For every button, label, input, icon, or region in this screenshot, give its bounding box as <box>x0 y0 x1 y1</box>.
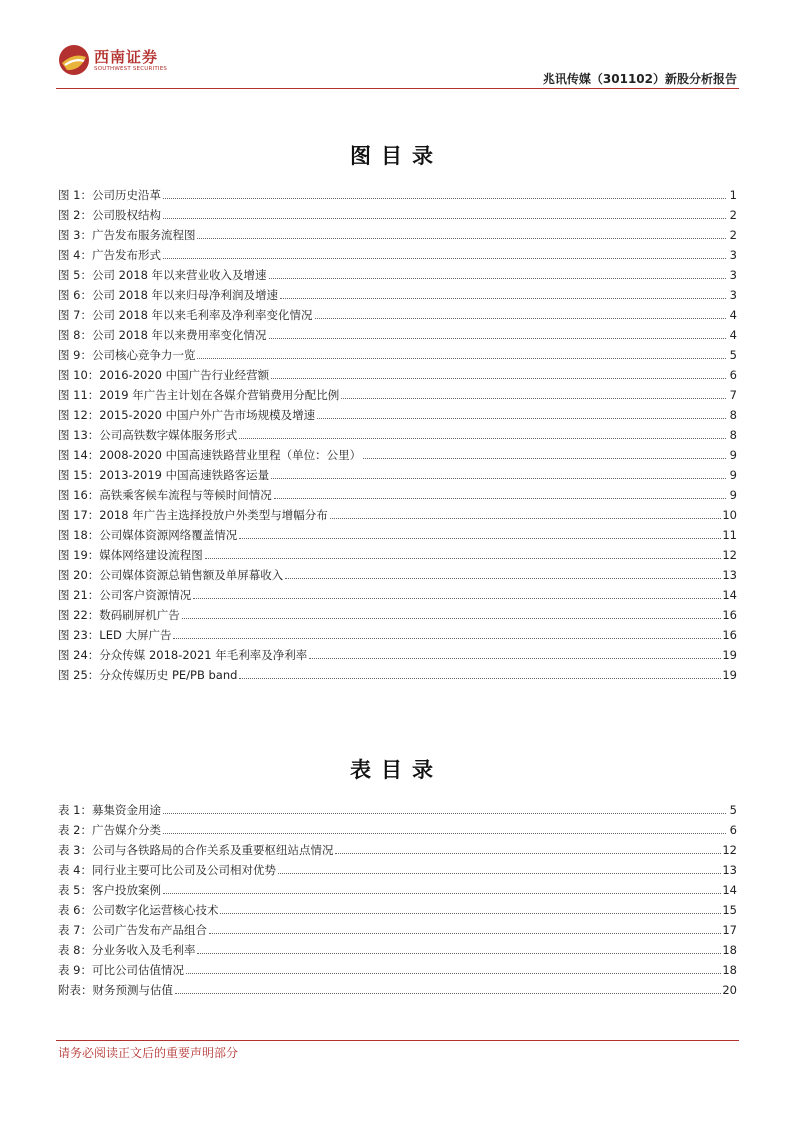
toc-entry-label: 表 7：公司广告发布产品组合 <box>58 923 207 937</box>
toc-dot-leader <box>209 932 721 934</box>
tables-index-title: 表目录 <box>350 757 443 782</box>
toc-entry-label: 附表：财务预测与估值 <box>58 983 173 997</box>
toc-entry-page: 18 <box>722 943 737 957</box>
toc-entry-label: 表 2：广告媒介分类 <box>58 823 161 837</box>
toc-entry[interactable] <box>58 602 737 622</box>
toc-entry-label: 表 4：同行业主要可比公司及公司相对优势 <box>58 863 276 877</box>
toc-dot-leader <box>173 637 721 639</box>
toc-entry-label: 图 2：公司股权结构 <box>58 208 161 222</box>
toc-entry[interactable] <box>58 462 737 482</box>
toc-entry-label: 表 6：公司数字化运营核心技术 <box>58 903 219 917</box>
toc-entry-label: 图 3：广告发布服务流程图 <box>58 228 196 242</box>
logo-text-cn: 西南证券 <box>94 48 159 66</box>
toc-entry[interactable] <box>58 957 737 977</box>
toc-entry-label: 表 3：公司与各铁路局的合作关系及重要枢纽站点情况 <box>58 843 334 857</box>
toc-entry-page: 9 <box>729 468 737 482</box>
toc-entry-page: 2 <box>729 208 737 222</box>
toc-entry-page: 11 <box>722 528 737 542</box>
toc-entry[interactable] <box>58 562 737 582</box>
toc-dot-leader <box>186 972 721 974</box>
toc-entry[interactable] <box>58 817 737 837</box>
toc-entry[interactable] <box>58 402 737 422</box>
toc-entry[interactable] <box>58 382 737 402</box>
toc-entry[interactable] <box>58 937 737 957</box>
toc-entry-page: 20 <box>722 983 737 997</box>
toc-entry-label: 图 18：公司媒体资源网络覆盖情况 <box>58 528 238 542</box>
toc-entry-label: 图 20：公司媒体资源总销售额及单屏幕收入 <box>58 568 284 582</box>
toc-entry[interactable] <box>58 522 737 542</box>
toc-entry-page: 3 <box>729 268 737 282</box>
toc-entry-label: 图 7：公司 2018 年以来毛利率及净利率变化情况 <box>58 308 313 322</box>
toc-entry-label: 图 15：2013-2019 中国高速铁路客运量 <box>58 468 270 482</box>
toc-entry-label: 图 23：LED 大屏广告 <box>58 628 172 642</box>
toc-dot-leader <box>341 397 726 399</box>
toc-entry-page: 4 <box>729 328 737 342</box>
toc-dot-leader <box>274 497 726 499</box>
toc-dot-leader <box>205 557 722 559</box>
toc-dot-leader <box>197 357 726 359</box>
toc-entry-label: 图 22：数码刷屏机广告 <box>58 608 180 622</box>
toc-entry-page: 5 <box>729 348 737 362</box>
toc-entry-label: 表 8：分业务收入及毛利率 <box>58 943 196 957</box>
toc-dot-leader <box>175 992 721 994</box>
toc-entry-page: 16 <box>722 608 737 622</box>
toc-entry-label: 图 16：高铁乘客候车流程与等候时间情况 <box>58 488 272 502</box>
toc-entry-label: 图 8：公司 2018 年以来费用率变化情况 <box>58 328 267 342</box>
footer-divider <box>56 1040 739 1041</box>
toc-dot-leader <box>309 657 721 659</box>
toc-entry[interactable] <box>58 857 737 877</box>
toc-entry[interactable] <box>58 662 737 682</box>
toc-dot-leader <box>163 197 726 199</box>
report-title: 兆讯传媒（301102）新股分析报告 <box>542 72 737 86</box>
toc-entry-page: 19 <box>722 668 737 682</box>
toc-dot-leader <box>271 477 726 479</box>
toc-entry-label: 图 10：2016-2020 中国广告行业经营额 <box>58 368 270 382</box>
toc-entry[interactable] <box>58 322 737 342</box>
toc-entry-page: 1 <box>729 188 737 202</box>
toc-dot-leader <box>239 537 721 539</box>
toc-entry-label: 图 19：媒体网络建设流程图 <box>58 548 203 562</box>
toc-entry-page: 9 <box>729 448 737 462</box>
toc-entry-page: 14 <box>722 588 737 602</box>
toc-dot-leader <box>330 517 722 519</box>
toc-entry-label: 图 9：公司核心竞争力一览 <box>58 348 196 362</box>
toc-entry-page: 6 <box>729 823 737 837</box>
toc-entry-label: 图 1：公司历史沿革 <box>58 188 161 202</box>
toc-entry-label: 表 9：可比公司估值情况 <box>58 963 184 977</box>
toc-entry-page: 19 <box>722 648 737 662</box>
toc-dot-leader <box>163 832 726 834</box>
toc-entry-page: 7 <box>729 388 737 402</box>
toc-entry-label: 表 5：客户投放案例 <box>58 883 161 897</box>
toc-dot-leader <box>271 377 726 379</box>
toc-entry-page: 16 <box>722 628 737 642</box>
toc-dot-leader <box>315 317 726 319</box>
toc-entry[interactable] <box>58 482 737 502</box>
toc-entry[interactable] <box>58 877 737 897</box>
toc-entry-page: 8 <box>729 428 737 442</box>
toc-entry-page: 2 <box>729 228 737 242</box>
toc-entry-page: 12 <box>722 843 737 857</box>
toc-entry[interactable] <box>58 502 737 522</box>
company-logo <box>58 44 178 78</box>
toc-dot-leader <box>163 892 721 894</box>
toc-entry-page: 3 <box>729 248 737 262</box>
figures-index-title: 图目录 <box>350 143 443 168</box>
toc-entry-page: 14 <box>722 883 737 897</box>
toc-entry-label: 图 21：公司客户资源情况 <box>58 588 192 602</box>
toc-entry-page: 15 <box>722 903 737 917</box>
toc-entry[interactable] <box>58 242 737 262</box>
toc-dot-leader <box>280 297 726 299</box>
toc-entry[interactable] <box>58 202 737 222</box>
toc-dot-leader <box>163 812 726 814</box>
footer-notice: 请务必阅读正文后的重要声明部分 <box>58 1046 239 1060</box>
toc-dot-leader <box>269 277 726 279</box>
toc-entry-label: 图 13：公司高铁数字媒体服务形式 <box>58 428 238 442</box>
toc-dot-leader <box>182 617 722 619</box>
toc-dot-leader <box>197 237 726 239</box>
toc-dot-leader <box>278 872 721 874</box>
toc-dot-leader <box>317 417 726 419</box>
toc-entry-label: 图 12：2015-2020 中国户外广告市场规模及增速 <box>58 408 316 422</box>
toc-entry-label: 图 25：分众传媒历史 PE/PB band <box>58 668 238 682</box>
toc-entry-page: 13 <box>722 568 737 582</box>
toc-entry[interactable] <box>58 582 737 602</box>
toc-entry[interactable] <box>58 222 737 242</box>
toc-entry-label: 图 11：2019 年广告主计划在各媒介营销费用分配比例 <box>58 388 340 402</box>
toc-entry-label: 图 14：2008-2020 中国高速铁路营业里程（单位：公里） <box>58 448 362 462</box>
toc-dot-leader <box>363 457 726 459</box>
toc-entry-page: 13 <box>722 863 737 877</box>
toc-entry-label: 图 17：2018 年广告主选择投放户外类型与增幅分布 <box>58 508 328 522</box>
toc-entry-page: 8 <box>729 408 737 422</box>
toc-dot-leader <box>197 952 721 954</box>
toc-entry-label: 图 4：广告发布形式 <box>58 248 161 262</box>
toc-entry-page: 10 <box>722 508 737 522</box>
toc-dot-leader <box>335 852 721 854</box>
toc-entry-label: 图 5：公司 2018 年以来营业收入及增速 <box>58 268 267 282</box>
toc-entry-page: 9 <box>729 488 737 502</box>
toc-entry[interactable] <box>58 342 737 362</box>
toc-entry[interactable] <box>58 182 737 202</box>
toc-dot-leader <box>163 257 726 259</box>
toc-entry[interactable] <box>58 302 737 322</box>
tables-index-list <box>58 797 737 997</box>
toc-entry-label: 图 24：分众传媒 2018-2021 年毛利率及净利率 <box>58 648 308 662</box>
page-header <box>0 0 793 92</box>
toc-entry[interactable] <box>58 542 737 562</box>
toc-dot-leader <box>163 217 726 219</box>
toc-entry[interactable] <box>58 362 737 382</box>
toc-entry[interactable] <box>58 977 737 997</box>
toc-dot-leader <box>220 912 721 914</box>
toc-entry[interactable] <box>58 622 737 642</box>
toc-entry[interactable] <box>58 282 737 302</box>
toc-entry-page: 17 <box>722 923 737 937</box>
header-divider <box>56 88 739 89</box>
toc-entry-page: 3 <box>729 288 737 302</box>
toc-entry-page: 5 <box>729 803 737 817</box>
toc-dot-leader <box>193 597 721 599</box>
logo-text-en: SOUTHWEST SECURITIES <box>94 66 168 72</box>
toc-entry[interactable] <box>58 642 737 662</box>
toc-dot-leader <box>269 337 726 339</box>
toc-dot-leader <box>285 577 721 579</box>
toc-entry[interactable] <box>58 422 737 442</box>
toc-entry[interactable] <box>58 262 737 282</box>
toc-entry-page: 18 <box>722 963 737 977</box>
toc-entry[interactable] <box>58 797 737 817</box>
figures-index-list <box>58 182 737 682</box>
toc-entry-page: 6 <box>729 368 737 382</box>
toc-entry[interactable] <box>58 917 737 937</box>
toc-entry-page: 4 <box>729 308 737 322</box>
toc-entry-page: 12 <box>722 548 737 562</box>
toc-entry-label: 图 6：公司 2018 年以来归母净利润及增速 <box>58 288 279 302</box>
toc-entry-label: 表 1：募集资金用途 <box>58 803 161 817</box>
toc-dot-leader <box>239 677 721 679</box>
toc-dot-leader <box>239 437 726 439</box>
logo-mark-icon <box>58 44 90 76</box>
toc-entry[interactable] <box>58 897 737 917</box>
toc-entry[interactable] <box>58 837 737 857</box>
toc-entry[interactable] <box>58 442 737 462</box>
